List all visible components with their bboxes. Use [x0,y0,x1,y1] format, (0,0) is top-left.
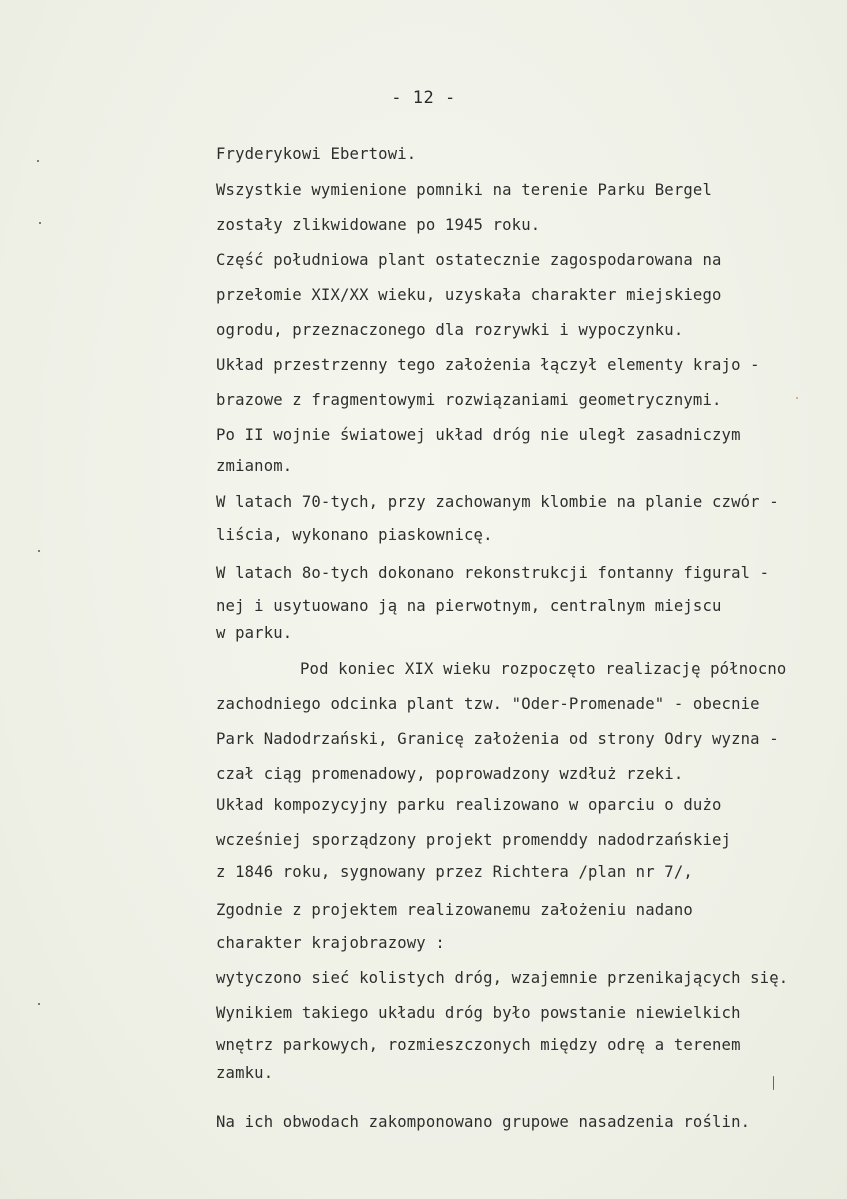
text-line: zachodniego odcinka plant tzw. "Oder-Promenade" - obecnie [216,695,760,713]
paper-mark [773,1076,774,1090]
paper-speck [37,160,39,162]
text-line: Park Nadodrzański, Granicę założenia od strony Odry wyzna - [216,730,779,748]
text-line: zmianom. [216,457,293,475]
text-line: Zgodnie z projektem realizowanemu założeniu nadano [216,901,693,919]
text-line: Pod koniec XIX wieku rozpoczęto realizację północno [300,660,787,678]
text-line: wcześniej sporządzony projekt promenddy nadodrzańskiej [216,831,732,849]
page-number: - 12 - [391,88,456,108]
text-line: ogrodu, przeznaczonego dla rozrywki i wypoczynku. [216,321,684,339]
text-line: zamku. [216,1064,274,1082]
text-line: Układ kompozycyjny parku realizowano w oparciu o dużo [216,796,722,814]
text-line: zostały zlikwidowane po 1945 roku. [216,216,541,234]
text-line: Układ przestrzenny tego założenia łączył elementy krajo - [216,356,760,374]
text-line: w parku. [216,624,293,642]
text-line: przełomie XIX/XX wieku, uzyskała charakter miejskiego [216,286,722,304]
text-line: Wynikiem takiego układu dróg było powstanie niewielkich [216,1004,741,1022]
text-line: nej i usytuowano ją na pierwotnym, centralnym miejscu [216,597,722,615]
text-line: charakter krajobrazowy : [216,934,445,952]
text-line: Fryderykowi Ebertowi. [216,145,417,163]
paper-speck [38,1003,40,1005]
text-line: W latach 70-tych, przy zachowanym klombie na planie czwór - [216,493,779,511]
paper-speck [38,550,40,552]
text-line: czał ciąg promenadowy, poprowadzony wzdłuż rzeki. [216,765,684,783]
text-line: wnętrz parkowych, rozmieszczonych między odrę a terenem [216,1036,741,1054]
text-line: Po II wojnie światowej układ dróg nie uległ zasadniczym [216,426,741,444]
paper-speck [796,397,798,399]
text-line: W latach 8o-tych dokonano rekonstrukcji fontanny figural - [216,564,770,582]
text-line: Na ich obwodach zakomponowano grupowe nasadzenia roślin. [216,1113,751,1131]
paper-speck [39,222,41,224]
text-line: Część południowa plant ostatecznie zagospodarowana na [216,251,722,269]
text-line: liścia, wykonano piaskownicę. [216,526,493,544]
text-line: z 1846 roku, sygnowany przez Richtera /plan nr 7/, [216,863,693,881]
text-line: wytyczono sieć kolistych dróg, wzajemnie przenikających się. [216,969,789,987]
text-line: brazowe z fragmentowymi rozwiązaniami geometrycznymi. [216,391,722,409]
text-line: Wszystkie wymienione pomniki na terenie Parku Bergel [216,181,712,199]
